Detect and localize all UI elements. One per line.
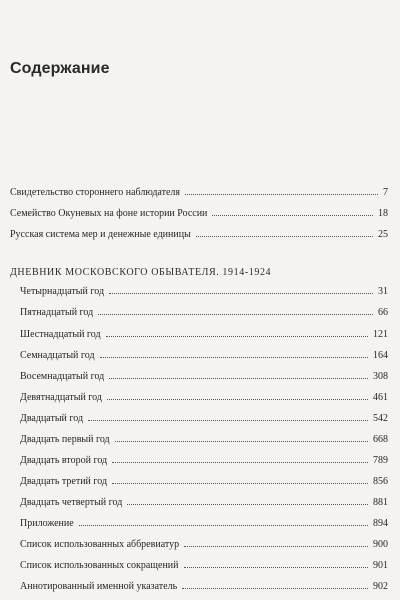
- entry-label: Четырнадцатый год: [20, 286, 105, 297]
- entry-label: Приложение: [20, 518, 74, 529]
- dot-leader: [106, 336, 368, 337]
- dot-leader: [109, 293, 373, 294]
- dot-leader: [115, 441, 368, 442]
- toc-entry[interactable]: [20, 285, 388, 299]
- entry-page-number: 542: [373, 413, 388, 424]
- toc-entry[interactable]: [20, 496, 388, 510]
- entry-page-number: 902: [373, 581, 388, 592]
- entry-page-number: 856: [373, 476, 388, 487]
- toc-entry[interactable]: [20, 306, 388, 320]
- page-title: Содержание: [10, 60, 110, 77]
- toc-entry[interactable]: [10, 186, 388, 200]
- entry-page-number: 31: [378, 286, 388, 297]
- entry-label: Аннотированный именной указатель: [20, 581, 178, 592]
- toc-entry[interactable]: [10, 228, 388, 242]
- dot-leader: [112, 483, 368, 484]
- section-heading: ДНЕВНИК МОСКОВСКОГО ОБЫВАТЕЛЯ. 1914-1924: [10, 267, 272, 278]
- entry-label: Восемнадцатый год: [20, 371, 105, 382]
- entry-label: Пятнадцатый год: [20, 307, 94, 318]
- entry-label: Шестнадцатый год: [20, 329, 101, 340]
- toc-entry[interactable]: [20, 517, 388, 531]
- entry-label: Список использованных аббревиатур: [20, 539, 180, 550]
- dot-leader: [184, 546, 368, 547]
- toc-entry[interactable]: [20, 370, 388, 384]
- toc-entry[interactable]: [10, 207, 388, 221]
- toc-entry[interactable]: [20, 538, 388, 552]
- dot-leader: [182, 588, 368, 589]
- dot-leader: [112, 462, 368, 463]
- dot-leader: [98, 314, 373, 315]
- dot-leader: [100, 357, 368, 358]
- entry-page-number: 18: [378, 208, 388, 219]
- entry-page-number: 789: [373, 455, 388, 466]
- entry-label: Свидетельство стороннего наблюдателя: [10, 187, 181, 198]
- toc-entry[interactable]: [20, 349, 388, 363]
- dot-leader: [184, 567, 368, 568]
- dot-leader: [109, 378, 368, 379]
- dot-leader: [107, 399, 368, 400]
- entry-page-number: 881: [373, 497, 388, 508]
- toc-entry[interactable]: [20, 433, 388, 447]
- entry-label: Двадцатый год: [20, 413, 84, 424]
- entry-page-number: 461: [373, 392, 388, 403]
- entry-label: Семейство Окуневых на фоне истории России: [10, 208, 208, 219]
- toc-entry[interactable]: [20, 328, 388, 342]
- toc-entry[interactable]: [20, 475, 388, 489]
- entry-page-number: 308: [373, 371, 388, 382]
- entry-label: Двадцать третий год: [20, 476, 108, 487]
- entry-page-number: 121: [373, 329, 388, 340]
- entry-label: Двадцать четвертый год: [20, 497, 123, 508]
- entry-page-number: 66: [378, 307, 388, 318]
- entry-label: Семнадцатый год: [20, 350, 95, 361]
- toc-entry[interactable]: [20, 454, 388, 468]
- toc-entry[interactable]: [20, 559, 388, 573]
- toc-entry[interactable]: [20, 412, 388, 426]
- dot-leader: [185, 194, 378, 195]
- dot-leader: [88, 420, 368, 421]
- entry-label: Список использованных сокращений: [20, 560, 179, 571]
- entry-page-number: 25: [378, 229, 388, 240]
- entry-page-number: 7: [383, 187, 388, 198]
- entry-page-number: 894: [373, 518, 388, 529]
- toc-entry[interactable]: [20, 391, 388, 405]
- entry-label: Русская система мер и денежные единицы: [10, 229, 191, 240]
- entry-page-number: 164: [373, 350, 388, 361]
- entry-label: Девятнадцатый год: [20, 392, 102, 403]
- toc-entry[interactable]: [20, 580, 388, 594]
- entry-page-number: 900: [373, 539, 388, 550]
- entry-label: Двадцать второй год: [20, 455, 108, 466]
- entry-page-number: 901: [373, 560, 388, 571]
- entry-page-number: 668: [373, 434, 388, 445]
- dot-leader: [196, 236, 373, 237]
- entry-label: Двадцать первый год: [20, 434, 110, 445]
- dot-leader: [79, 525, 368, 526]
- dot-leader: [127, 504, 368, 505]
- dot-leader: [212, 215, 373, 216]
